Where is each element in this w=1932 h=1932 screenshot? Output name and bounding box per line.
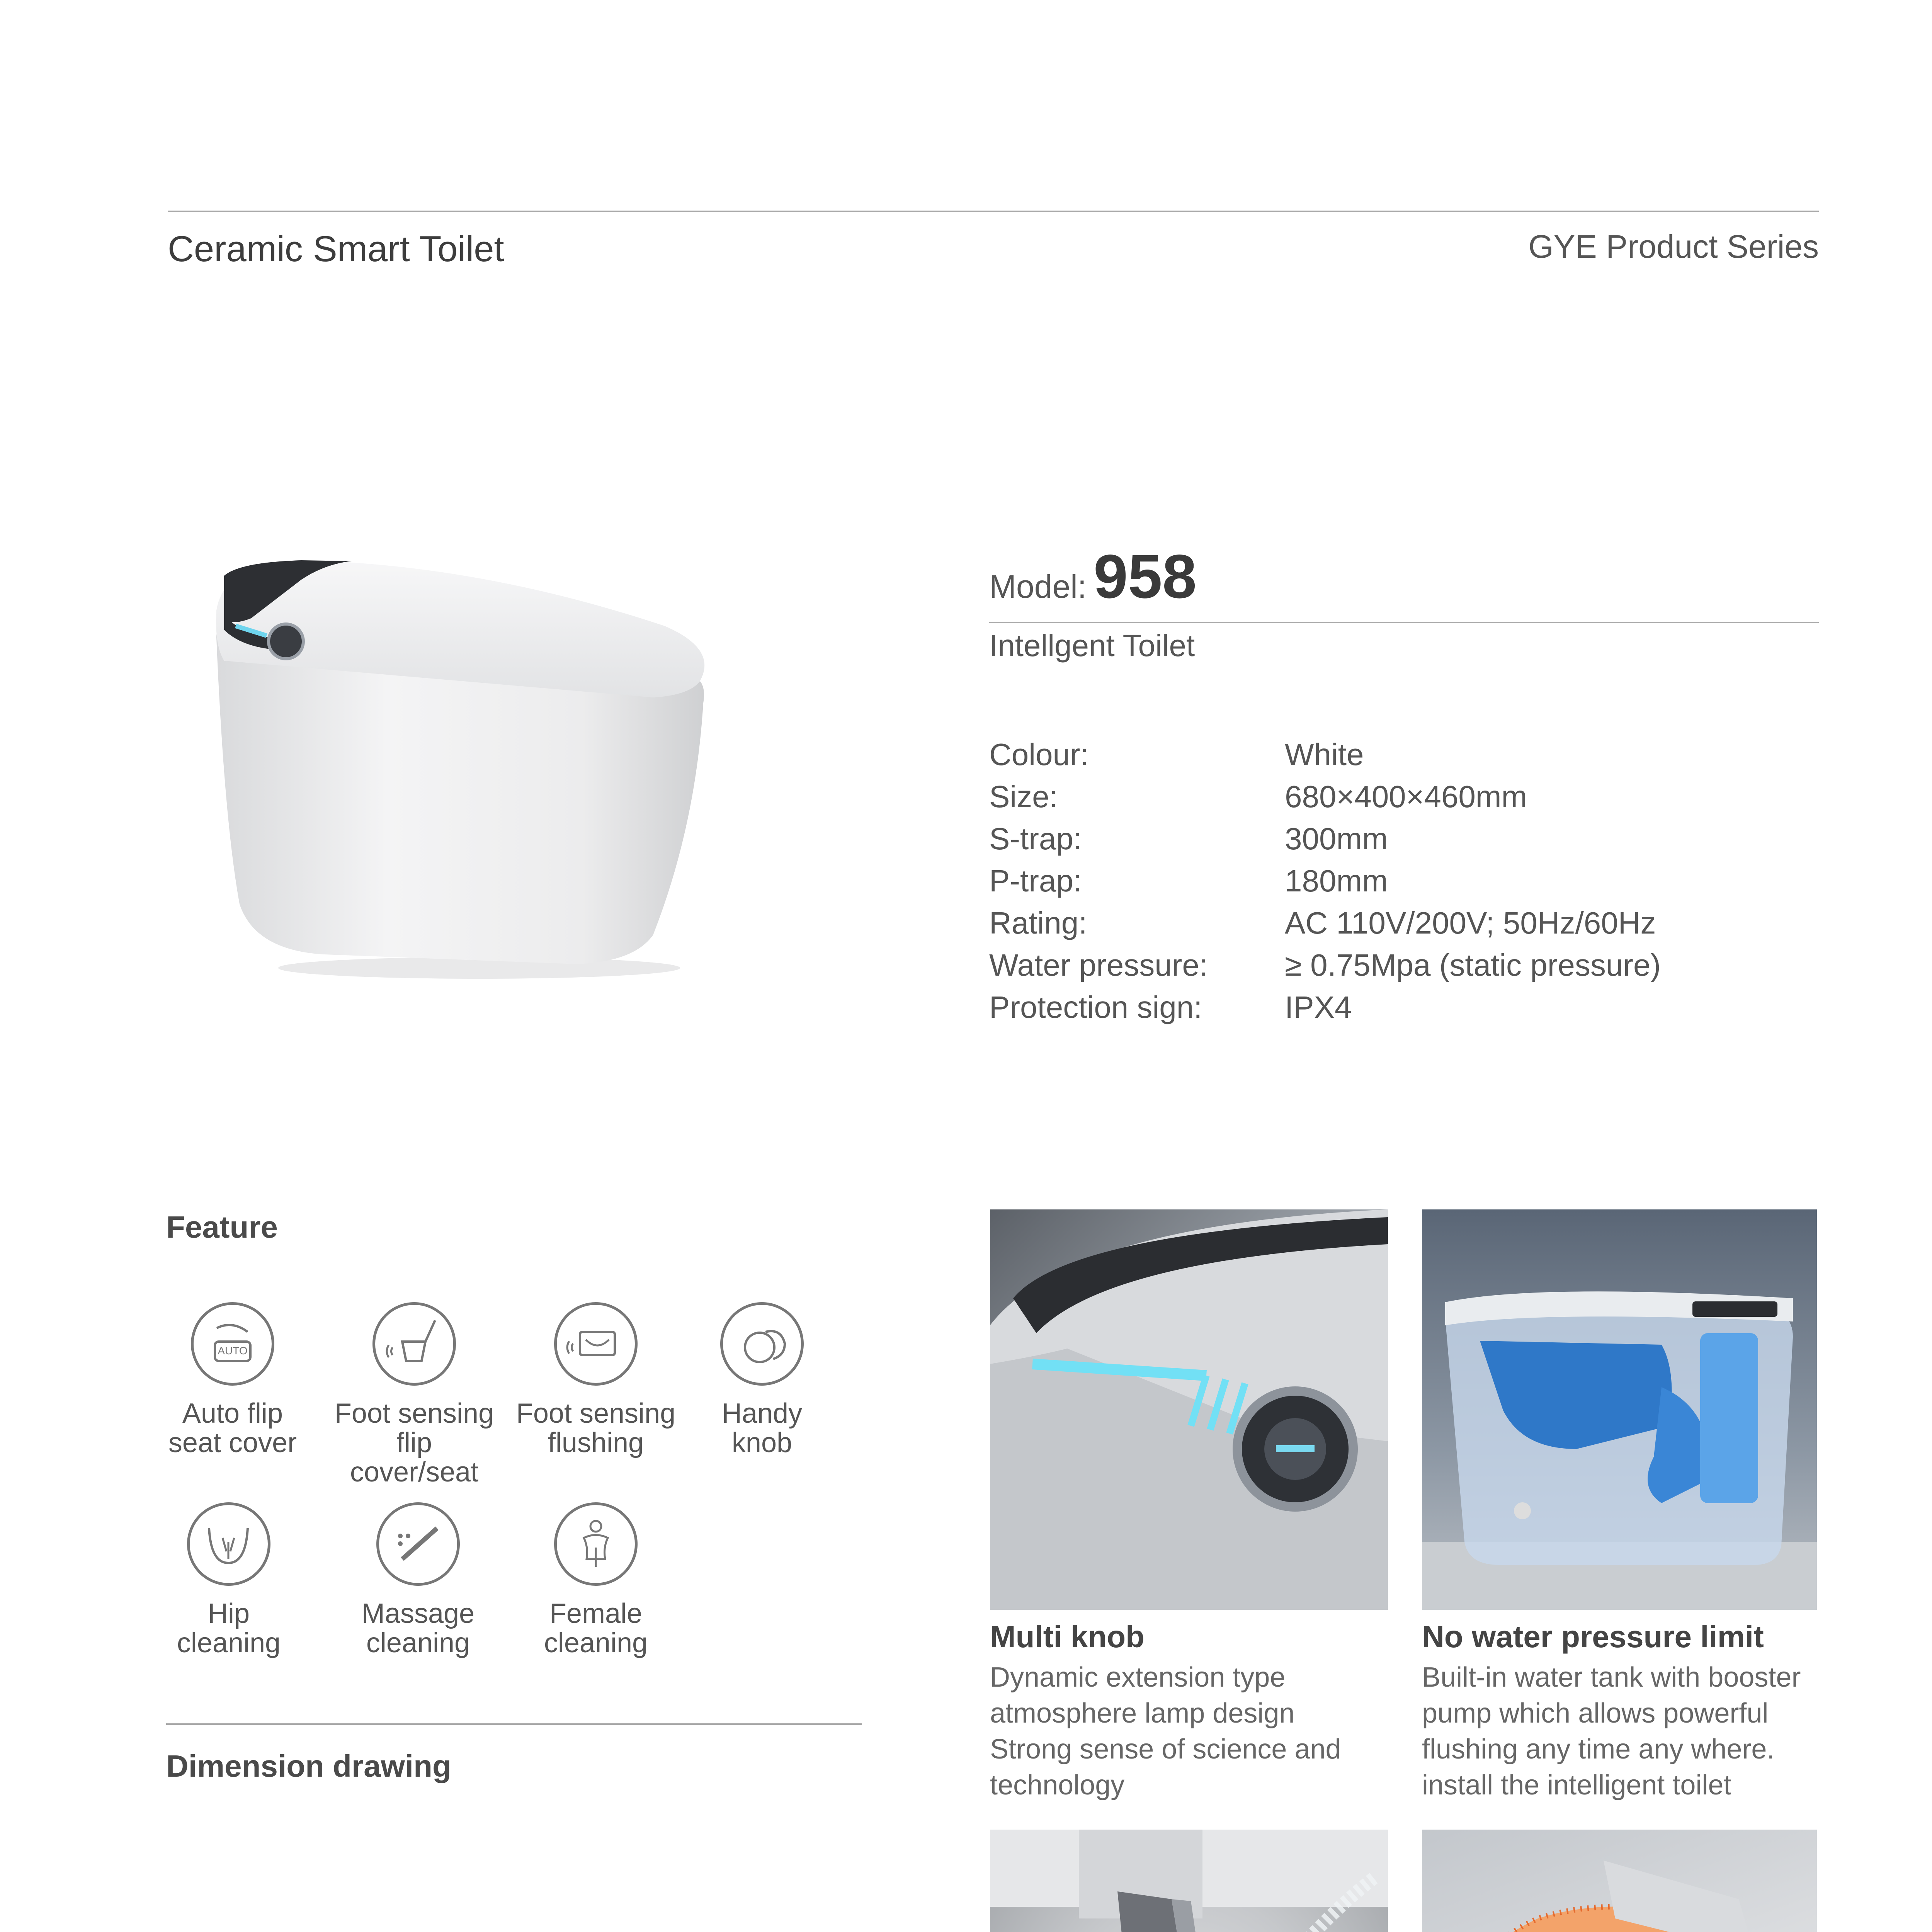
spec-row [989, 733, 1661, 776]
spec-key: Colour: [989, 737, 1089, 772]
card-title: No water pressure limit [1422, 1619, 1764, 1654]
feature-item [337, 1502, 499, 1658]
spec-row [989, 776, 1661, 818]
feature-label-line2: cleaning [177, 1628, 281, 1658]
feature-label-line1: Handy [721, 1398, 803, 1429]
product-hero-image [209, 549, 750, 985]
feature-label-line1: Hip [207, 1598, 250, 1629]
feature-label-line2: knob [731, 1427, 793, 1458]
spec-value: 680×400×460mm [1285, 779, 1527, 814]
foot-sensing-flip-icon [372, 1302, 456, 1386]
spec-row [989, 944, 1661, 986]
multi-knob-photo [990, 1209, 1388, 1610]
feature-item [333, 1302, 495, 1487]
spec-value: AC 110V/200V; 50Hz/60Hz [1285, 906, 1656, 940]
spec-row [989, 986, 1661, 1028]
feature-label-line2: flip cover/seat [350, 1427, 479, 1488]
female-cleaning-icon [554, 1502, 638, 1586]
spec-value: 300mm [1285, 821, 1388, 856]
feature-item [515, 1502, 677, 1658]
feature-label-line2: cleaning [366, 1628, 470, 1658]
header-rule [168, 211, 1819, 212]
spec-value: White [1285, 737, 1364, 772]
hip-cleaning-icon [187, 1502, 270, 1586]
water-tank-photo [1422, 1209, 1817, 1610]
feature-item [515, 1302, 677, 1458]
feature-title: Feature [166, 1210, 278, 1244]
spec-key: Protection sign: [989, 990, 1202, 1024]
card-line: Strong sense of science and [990, 1734, 1341, 1765]
model-label: Model: [989, 568, 1087, 605]
card-line: Dynamic extension type [990, 1662, 1286, 1693]
knob-icon [720, 1302, 804, 1386]
auto-flip-icon [191, 1302, 274, 1386]
feature-label-line2: seat cover [168, 1427, 297, 1458]
card-text [990, 1660, 1392, 1803]
cleaning-wand-photo [990, 1830, 1388, 1932]
card-line: flushing any time any where. [1422, 1734, 1775, 1765]
spec-value: IPX4 [1285, 990, 1352, 1024]
spec-key: Size: [989, 779, 1058, 814]
spec-key: Water pressure: [989, 948, 1208, 982]
dimension-rule [166, 1723, 862, 1725]
feature-item [151, 1302, 314, 1458]
dimension-title: Dimension drawing [166, 1749, 451, 1783]
spec-value: 180mm [1285, 864, 1388, 898]
card-line: pump which allows powerful [1422, 1698, 1769, 1729]
spec-row [989, 860, 1661, 902]
card-line: technology [990, 1770, 1125, 1801]
seat-heating-photo [1422, 1830, 1817, 1932]
spec-row [989, 902, 1661, 944]
card-line: install the intelligent toilet [1422, 1770, 1731, 1801]
massage-icon [376, 1502, 460, 1586]
document-title: Ceramic Smart Toilet [168, 228, 504, 269]
feature-label-line1: Massage [361, 1598, 475, 1629]
card-line: atmosphere lamp design [990, 1698, 1295, 1729]
feature-label-line1: Foot sensing [334, 1398, 494, 1429]
feature-item [148, 1502, 310, 1658]
feature-label-line1: Auto flip [182, 1398, 283, 1429]
feature-item [681, 1302, 843, 1458]
spec-value: ≥ 0.75Mpa (static pressure) [1285, 948, 1661, 982]
series-title: GYE Product Series [1528, 228, 1819, 265]
card-text [1422, 1660, 1824, 1803]
auto-badge: AUTO [218, 1345, 248, 1357]
card-line: Built-in water tank with booster [1422, 1662, 1801, 1693]
feature-label-line2: flushing [548, 1427, 644, 1458]
model-subtitle: Intellgent Toilet [989, 628, 1195, 663]
spec-key: S-trap: [989, 821, 1082, 856]
feature-label-line1: Foot sensing [516, 1398, 676, 1429]
foot-sensing-flush-icon [554, 1302, 638, 1386]
spec-row [989, 818, 1661, 860]
feature-label-line1: Female [549, 1598, 643, 1629]
model-rule [989, 622, 1819, 623]
model-number: 958 [1094, 542, 1197, 611]
spec-key: Rating: [989, 906, 1087, 940]
feature-label-line2: cleaning [544, 1628, 648, 1658]
spec-table [989, 733, 1661, 1028]
card-title: Multi knob [990, 1619, 1145, 1654]
spec-key: P-trap: [989, 864, 1082, 898]
